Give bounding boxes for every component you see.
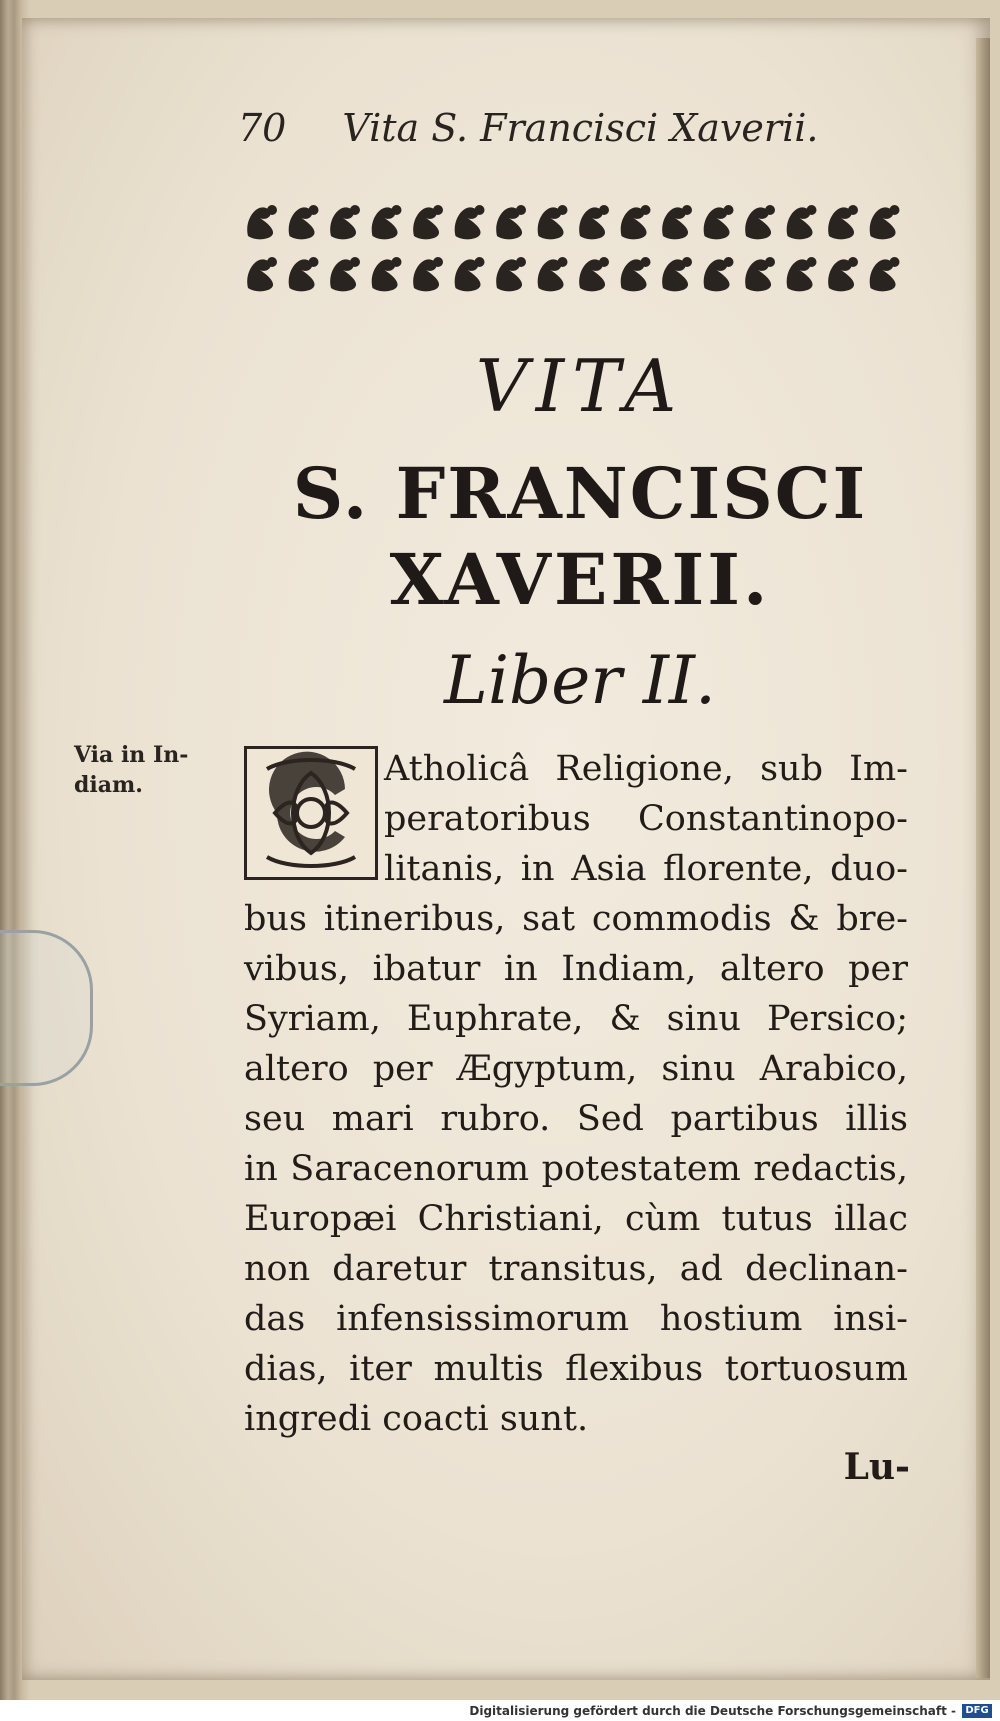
fleuron-dot — [350, 205, 360, 215]
running-title: Vita S. Francisci Xaverii. — [342, 106, 819, 150]
marginal-note-line: Via in In- — [74, 742, 189, 768]
fleuron-dot — [890, 205, 900, 215]
fleuron-dot — [475, 257, 485, 267]
marginal-note — [74, 740, 234, 800]
title-surname: XAVERII. — [389, 538, 771, 621]
title-name: S. FRANCISCI — [292, 452, 868, 535]
fleuron-dot — [641, 205, 651, 215]
running-head — [238, 106, 858, 156]
text-line: in Saracenorum potestatem redactis, — [244, 1149, 908, 1189]
fleuron-dot — [558, 205, 568, 215]
fleuron-dot — [765, 257, 775, 267]
text-line: vibus, ibatur in Indiam, altero per — [244, 949, 908, 989]
text-line: litanis, in Asia florente, duo- — [384, 849, 908, 889]
fleuron-dot — [558, 257, 568, 267]
text-line: das infensissimorum hostium insi- — [244, 1299, 908, 1339]
fleuron-dot — [516, 205, 526, 215]
fleuron-dot — [682, 257, 692, 267]
fleuron-dot — [848, 205, 858, 215]
fleuron-dot — [724, 205, 734, 215]
text-line: Syriam, Euphrate, & sinu Persico; — [244, 999, 908, 1039]
fleuron-dot — [516, 257, 526, 267]
footer-bar — [0, 1700, 1000, 1721]
page-right-edge — [976, 38, 990, 1678]
fleuron-dot — [309, 205, 319, 215]
fleuron-dot — [267, 257, 277, 267]
fleuron-dot — [350, 257, 360, 267]
fleuron-dot — [848, 257, 858, 267]
footer-credit: Digitalisierung gefördert durch die Deutsche Forschungsgemeinschaft - — [469, 1704, 956, 1718]
fleuron-dot — [267, 205, 277, 215]
printer-ornament-band — [240, 192, 920, 302]
text-line: seu mari rubro. Sed partibus illis — [244, 1099, 908, 1139]
text-line: altero per Ægyptum, sinu Arabico, — [244, 1049, 908, 1089]
text-line: ingredi coacti sunt. — [244, 1399, 589, 1439]
fleuron-dot — [682, 205, 692, 215]
fleuron-dot — [433, 205, 443, 215]
title-book: Liber II. — [444, 642, 716, 719]
title-vita: VITA — [475, 344, 685, 428]
text-line: non daretur transitus, ad declinan- — [244, 1249, 908, 1289]
body-text — [244, 744, 908, 1444]
fleuron-dot — [807, 257, 817, 267]
catchword: Lu- — [843, 1446, 910, 1488]
fleuron-dot — [433, 257, 443, 267]
page-number: 70 — [238, 106, 287, 150]
page-clip — [0, 930, 93, 1086]
fleuron-dot — [724, 257, 734, 267]
fleuron-dot — [475, 205, 485, 215]
marginal-note-line: diam. — [74, 772, 143, 798]
dfg-logo: DFG — [962, 1704, 992, 1718]
fleuron-dot — [599, 205, 609, 215]
fleuron-dot — [765, 205, 775, 215]
text-line: dias, iter multis flexibus tortuosum — [244, 1349, 908, 1389]
fleuron-dot — [599, 257, 609, 267]
text-line: peratoribus Constantinopo- — [384, 799, 908, 839]
fleuron-dot — [807, 205, 817, 215]
fleuron-dot — [392, 257, 402, 267]
fleuron-dot — [392, 205, 402, 215]
fleuron-dot — [641, 257, 651, 267]
text-line: bus itineribus, sat commodis & bre- — [244, 899, 908, 939]
text-line: Europæi Christiani, cùm tutus illac — [244, 1199, 908, 1239]
fleuron-dot — [890, 257, 900, 267]
text-line: Atholicâ Religione, sub Im- — [384, 749, 908, 789]
fleuron-dot — [309, 257, 319, 267]
